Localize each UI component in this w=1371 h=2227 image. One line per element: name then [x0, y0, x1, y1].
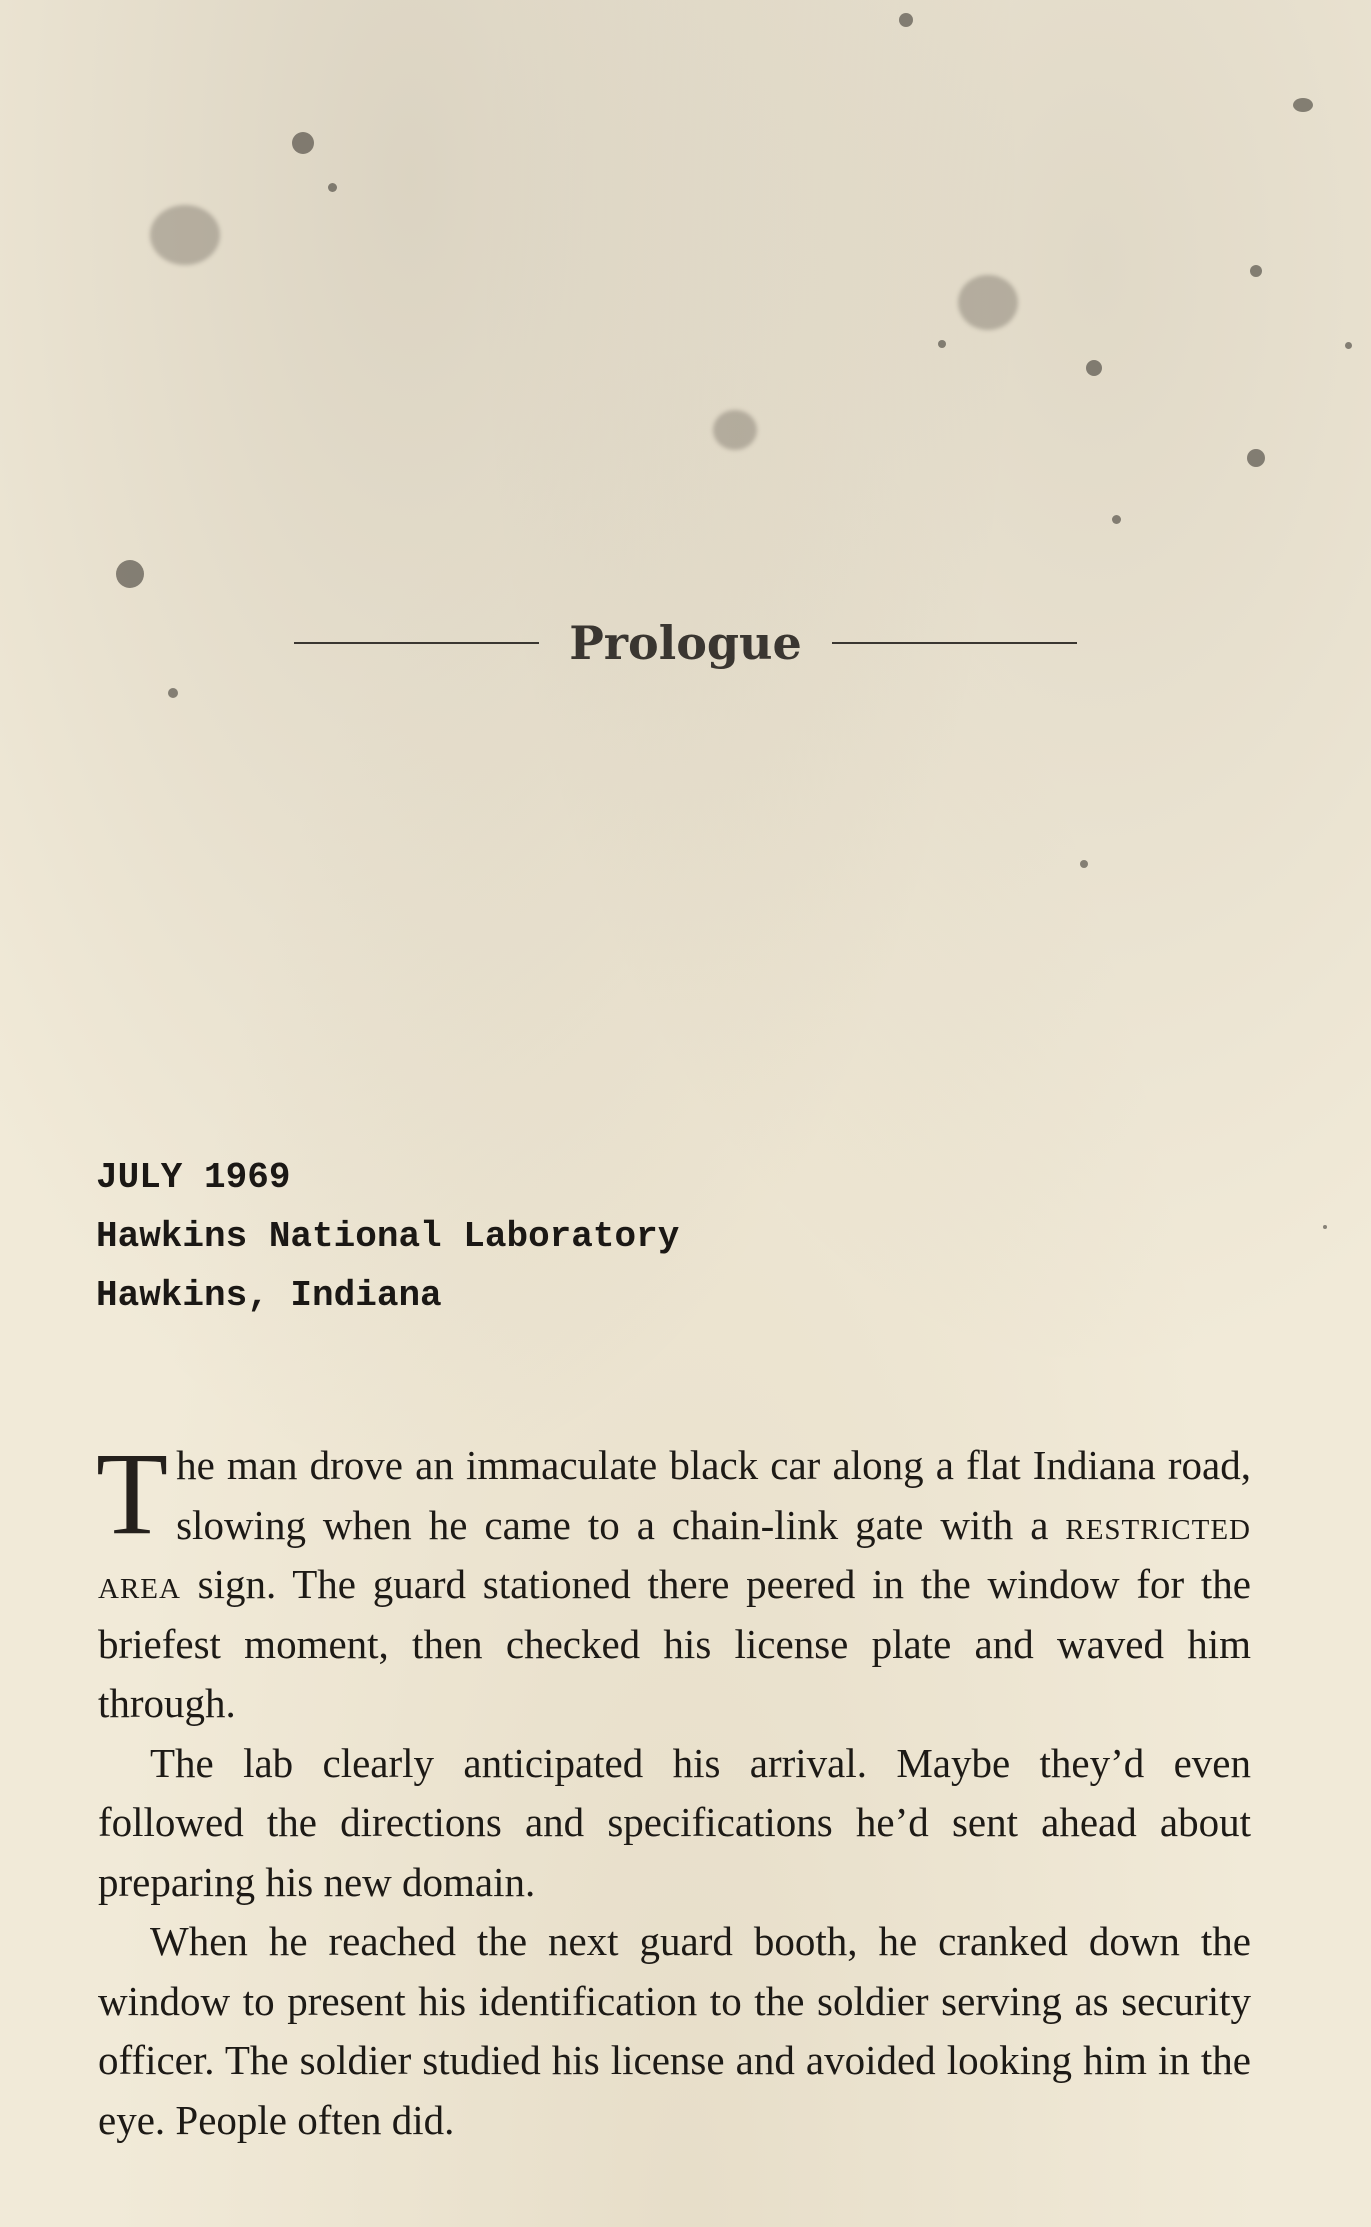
paragraph-1-lead: he man drove an immaculate black car along a flat Indiana road, slowing when he came to a chain-link gate with a	[176, 1442, 1251, 1548]
dateline-location: Hawkins, Indiana	[96, 1275, 442, 1316]
restricted-area-sign-text: restricted area	[98, 1501, 1251, 1607]
drop-cap: T	[96, 1428, 169, 1559]
foxing-spot	[1250, 265, 1262, 277]
body-text	[96, 1428, 1251, 2150]
foxing-spot	[116, 560, 144, 588]
heading-rule-right	[832, 642, 1077, 644]
foxing-spot	[328, 183, 337, 192]
foxing-spot	[150, 205, 220, 265]
foxing-spot	[1112, 515, 1121, 524]
foxing-spot	[958, 275, 1018, 330]
foxing-spot	[168, 688, 178, 698]
heading-rule-left	[294, 642, 539, 644]
foxing-spot	[713, 410, 757, 450]
foxing-spot	[1323, 1225, 1327, 1229]
chapter-heading	[0, 612, 1371, 670]
foxing-spot	[292, 132, 314, 154]
foxing-spot	[1080, 860, 1088, 868]
foxing-spot	[1293, 98, 1313, 112]
foxing-spot	[1345, 342, 1352, 349]
dateline	[96, 1148, 679, 1325]
foxing-spot	[899, 13, 913, 27]
foxing-spot	[1247, 449, 1265, 467]
paragraph-1-rest: sign. The guard stationed there peered in the window for the briefest moment, then checked his license plate and waved him through.	[98, 1561, 1251, 1726]
foxing-spot	[1086, 360, 1102, 376]
chapter-title: Prologue	[569, 616, 802, 670]
paragraph-2: The lab clearly anticipated his arrival. Maybe they’d even followed the directions and specifications he’d sent ahead about preparing his new domain.	[98, 1739, 1251, 1905]
dateline-place: Hawkins National Laboratory	[96, 1216, 680, 1257]
paragraph-3: When he reached the next guard booth, he cranked down the window to present his identification to the soldier serving as security officer. The soldier studied his license and avoided looking him in the eye. People often did.	[98, 1918, 1251, 2143]
foxing-spot	[938, 340, 946, 348]
paragraph-1	[96, 1428, 1251, 1734]
dateline-date: JULY 1969	[96, 1157, 291, 1198]
